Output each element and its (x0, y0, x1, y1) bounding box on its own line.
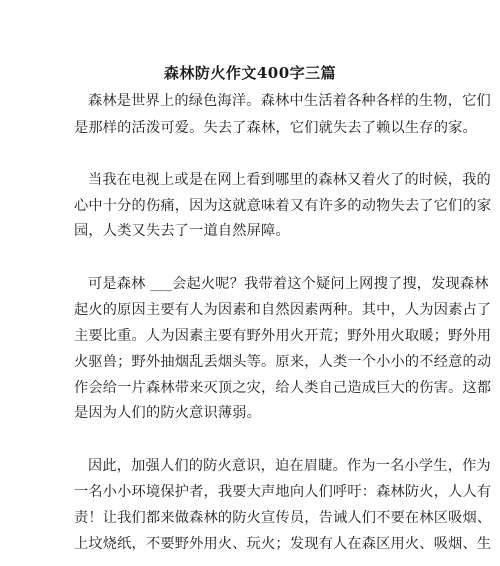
paragraph-line: 火驱兽；野外抽烟乱丢烟头等。原来，人类一个小小的不经意的动 (74, 354, 492, 370)
paragraph-line: 责！让我们都来做森林的防火宣传员，告诫人们不要在林区吸烟、 (74, 510, 492, 526)
paragraph-line: 当我在电视上或是在网上看到哪里的森林又着火了的时候，我的 (88, 172, 491, 188)
paragraph-line: 一名小小环境保护者，我要大声地向人们呼吁：森林防火，人人有 (74, 484, 492, 500)
paragraph-line: 上坟烧纸，不要野外用火、玩火；发现有人在森区用火、吸烟、生 (74, 536, 492, 552)
document-title: 森林防火作文400字三篇 (163, 64, 337, 82)
paragraph-line: 起火的原因主要有人为因素和自然因素两种。其中，人为因素占了 (74, 302, 492, 318)
paragraph-line: 可是森林 ___会起火呢？我带着这个疑问上网搜了搜，发现森林 (88, 276, 489, 292)
paragraph-line: 是那样的活泼可爱。失去了森林，它们就失去了赖以生存的家。 (74, 120, 477, 136)
paragraph-line: 作会给一片森林带来灭顶之灾，给人类自己造成巨大的伤害。这都 (74, 380, 492, 396)
paragraph-line: 园，人类又失去了一道自然屏障。 (74, 223, 290, 239)
paragraph-line: 主要比重。人为因素主要有野外用火开荒；野外用火取暖；野外用 (74, 328, 492, 344)
paragraph-line: 是因为人们的防火意识薄弱。 (74, 405, 262, 421)
paragraph-line: 森林是世界上的绿色海洋。森林中生活着各种各样的生物，它们 (88, 93, 491, 109)
paragraph-line: 因此，加强人们的防火意识，迫在眉睫。作为一名小学生，作为 (88, 458, 491, 474)
paragraph-line: 心中十分的伤痛，因为这就意味着又有许多的动物失去了它们的家 (74, 198, 492, 214)
